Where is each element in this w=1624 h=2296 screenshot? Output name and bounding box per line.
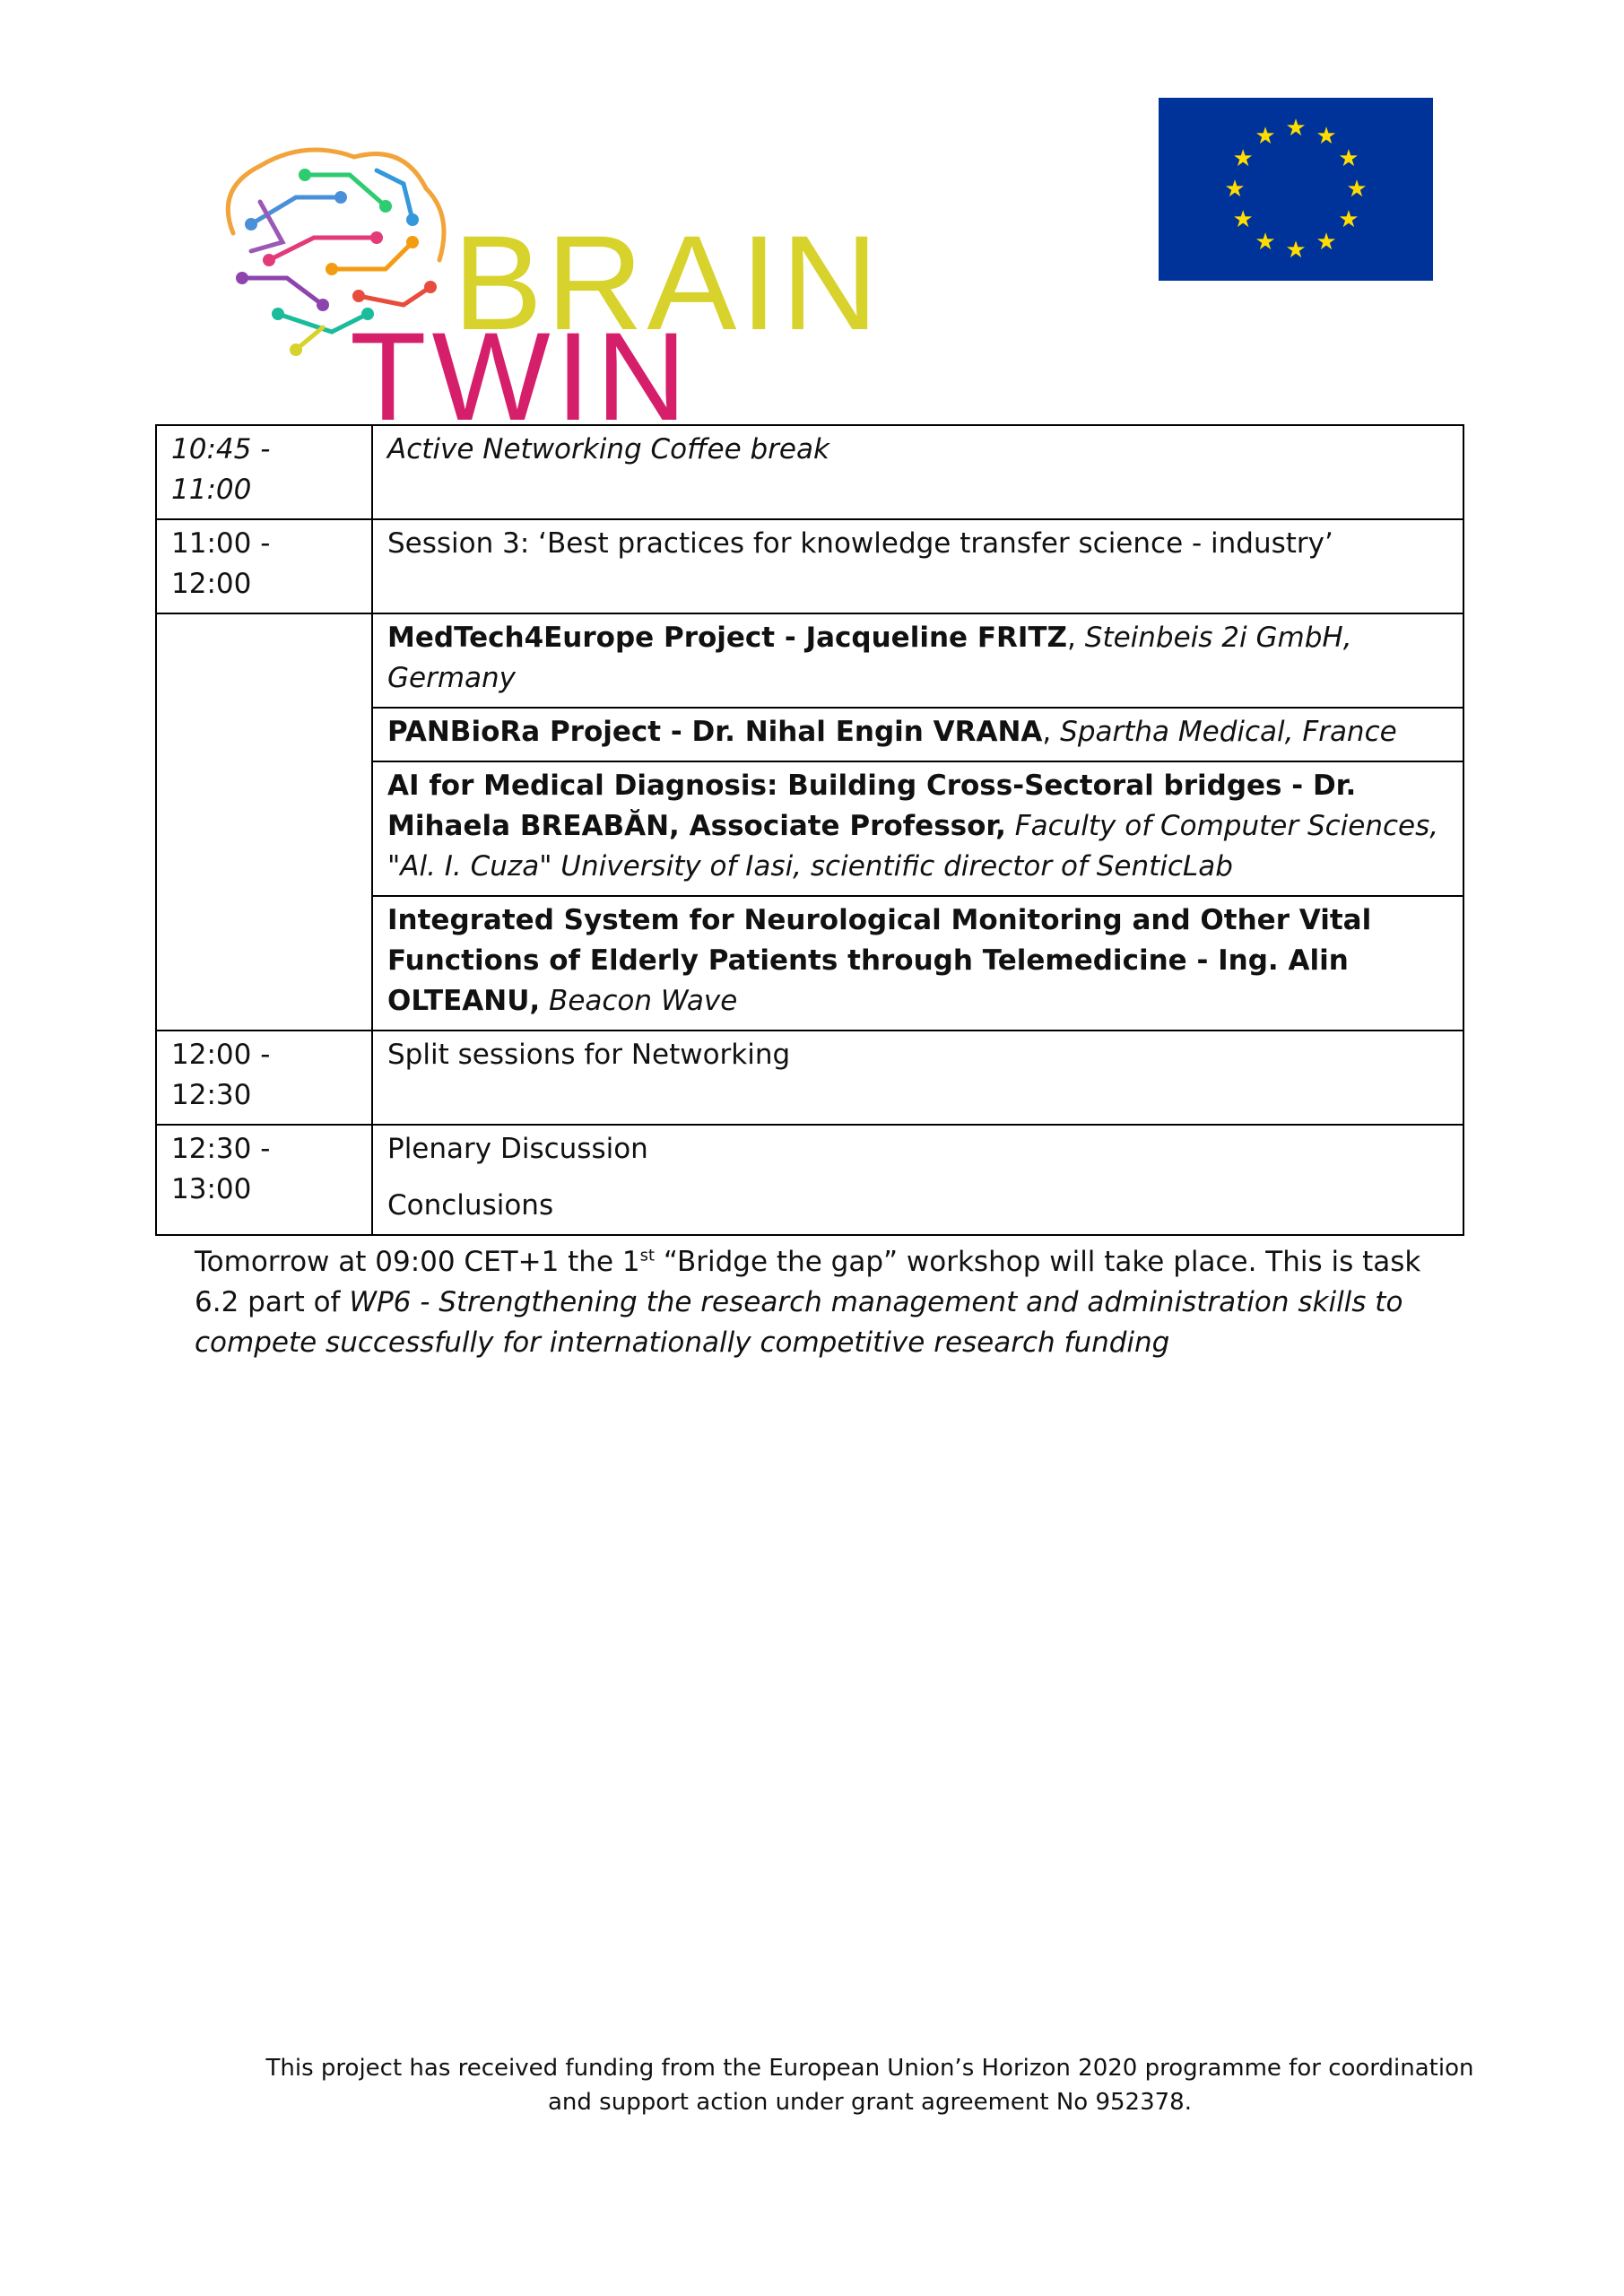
talk-item <box>372 613 1463 708</box>
agenda-item <box>372 1125 1463 1235</box>
funding-footer <box>260 2051 1480 2119</box>
talk-item <box>372 896 1463 1031</box>
agenda-table <box>155 424 1464 1236</box>
talk-affiliation: Steinbeis 2i GmbH, Germany <box>387 622 1352 694</box>
logo-word-twin: TWIN <box>350 306 692 447</box>
eu-star-icon: ★ <box>1316 228 1337 256</box>
note-text: Tomorrow at 09:00 CET+1 the 1 <box>195 1246 640 1278</box>
table-row <box>156 425 1463 519</box>
table-row <box>156 1125 1463 1235</box>
talk-item <box>372 708 1463 761</box>
note-text: “Bridge the gap” workshop will take place. This is task 6.2 part of <box>195 1246 1421 1318</box>
eu-star-icon: ★ <box>1285 115 1307 142</box>
eu-star-icon: ★ <box>1232 145 1254 172</box>
brain-twin-logo <box>197 135 882 447</box>
time-cell: 12:30 - 13:00 <box>156 1125 372 1235</box>
time-cell-empty <box>156 613 372 1031</box>
table-row <box>156 519 1463 613</box>
agenda-item: Active Networking Coffee break <box>372 425 1463 519</box>
eu-star-icon: ★ <box>1232 206 1254 233</box>
note-wp-title: WP6 - Strengthening the research management and administration skills to compete successfully for internationally competitive research funding <box>195 1286 1403 1359</box>
talk-separator <box>540 985 549 1017</box>
workshop-note <box>195 1242 1450 1363</box>
footer-line: and support action under grant agreement No 952378. <box>548 2089 1192 2116</box>
table-row <box>156 613 1463 708</box>
table-row <box>156 1031 1463 1125</box>
agenda-item: Split sessions for Networking <box>372 1031 1463 1125</box>
talk-separator: , <box>1067 622 1085 654</box>
eu-star-icon: ★ <box>1285 237 1307 264</box>
eu-star-icon: ★ <box>1224 176 1246 203</box>
talk-item <box>372 761 1463 896</box>
note-superscript: st <box>639 1246 656 1265</box>
time-cell: 11:00 - 12:00 <box>156 519 372 613</box>
agenda-item-line: Plenary Discussion <box>387 1133 648 1165</box>
eu-star-icon: ★ <box>1255 123 1276 151</box>
time-cell: 10:45 - 11:00 <box>156 425 372 519</box>
eu-star-icon: ★ <box>1255 228 1276 256</box>
talk-title: PANBioRa Project - Dr. Nihal Engin VRANA <box>387 716 1043 748</box>
eu-star-icon: ★ <box>1346 176 1368 203</box>
talk-affiliation: Beacon Wave <box>549 985 738 1017</box>
eu-flag-icon <box>1159 98 1433 281</box>
talk-separator <box>1006 810 1015 842</box>
talk-affiliation: Spartha Medical, France <box>1060 716 1397 748</box>
talk-title: AI for Medical Diagnosis: Building Cross-Sectoral bridges - Dr. Mihaela BREABĂN, Associate Professor, <box>387 770 1357 842</box>
time-cell: 12:00 - 12:30 <box>156 1031 372 1125</box>
talk-title: MedTech4Europe Project - Jacqueline FRITZ <box>387 622 1068 654</box>
eu-star-icon: ★ <box>1338 145 1359 172</box>
footer-line: This project has received funding from the European Union’s Horizon 2020 programme for coordination <box>265 2055 1474 2082</box>
talk-separator: , <box>1042 716 1061 748</box>
eu-star-icon: ★ <box>1338 206 1359 233</box>
talk-title: Integrated System for Neurological Monitoring and Other Vital Functions of Elderly Patients through Telemedicine - Ing. Alin OLTEANU, <box>387 904 1372 1017</box>
agenda-item: Session 3: ‘Best practices for knowledge transfer science - industry’ <box>372 519 1463 613</box>
talk-affiliation: Faculty of Computer Sciences, "Al. I. Cuza" University of Iasi, scientific director of SenticLab <box>387 810 1439 883</box>
logo-word-brain: BRAIN <box>453 207 882 358</box>
agenda-item-line: Conclusions <box>387 1189 554 1222</box>
eu-star-icon: ★ <box>1316 123 1337 151</box>
